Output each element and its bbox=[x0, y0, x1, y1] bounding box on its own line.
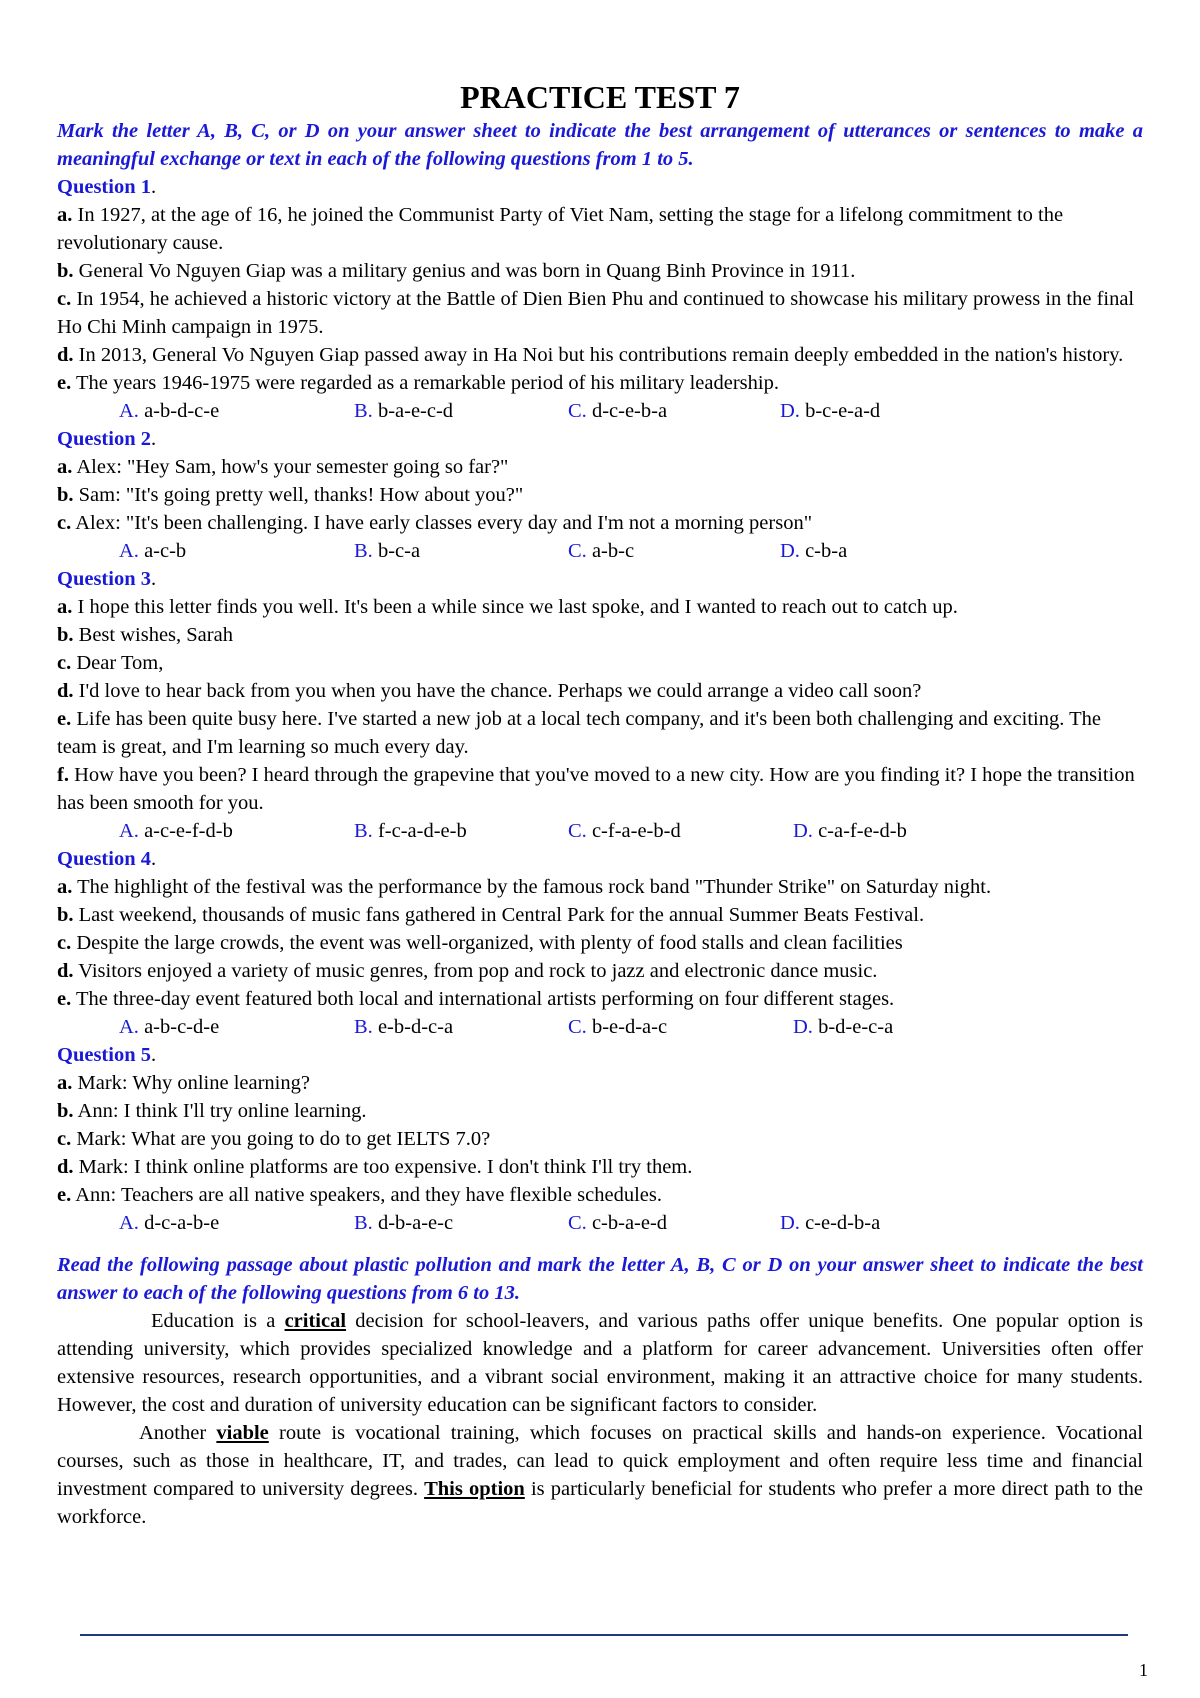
sentence-text: I hope this letter finds you well. It's been a while since we last spoke, and I wanted to reach out to catch up. bbox=[72, 596, 958, 618]
question-title: Question 5. bbox=[57, 1044, 157, 1066]
answer-option[interactable] bbox=[119, 817, 233, 845]
sentence-letter: d. bbox=[57, 344, 74, 366]
option-letter: C. bbox=[568, 1016, 587, 1038]
passage-text: decision for school-leavers, and various paths offer unique benefits. One popular option is attending university, which provides specialized knowledge and a platform for career advancement. Universities often offer extensive resources, research opportunities, and a vibrant social environment, making it an attractive choice for many students. However, the cost and duration of university education can be significant factors to consider. bbox=[57, 1310, 1143, 1416]
answer-options bbox=[57, 817, 1143, 845]
option-text: a-b-c-d-e bbox=[138, 1016, 220, 1038]
sentence-letter: a. bbox=[57, 876, 73, 898]
sentence-letter: a. bbox=[57, 596, 73, 618]
question-sentence bbox=[57, 649, 1143, 677]
question-sentence bbox=[57, 1125, 1143, 1153]
sentence-text: Visitors enjoyed a variety of music genres, from pop and rock to jazz and electronic dance music. bbox=[73, 960, 878, 982]
option-text: b-c-a bbox=[372, 540, 421, 562]
option-text: c-f-a-e-b-d bbox=[586, 820, 681, 842]
sentence-text: Mark: Why online learning? bbox=[72, 1072, 310, 1094]
sentence-letter: c. bbox=[57, 512, 72, 534]
option-text: d-c-e-b-a bbox=[586, 400, 668, 422]
answer-option[interactable] bbox=[354, 397, 453, 425]
option-text: b-e-d-a-c bbox=[586, 1016, 668, 1038]
answer-option[interactable] bbox=[354, 1209, 453, 1237]
keyword-this-option: This option bbox=[424, 1478, 525, 1500]
sentence-letter: b. bbox=[57, 624, 74, 646]
sentence-text: Sam: "It's going pretty well, thanks! How about you?" bbox=[73, 484, 524, 506]
sentence-text: The highlight of the festival was the performance by the famous rock band "Thunder Strike" on Saturday night. bbox=[72, 876, 992, 898]
option-letter: D. bbox=[780, 400, 800, 422]
sentence-letter: c. bbox=[57, 932, 72, 954]
sentence-text: The years 1946-1975 were regarded as a remarkable period of his military leadership. bbox=[71, 372, 779, 394]
question-label: Question 1 bbox=[57, 176, 151, 198]
sentence-letter: e. bbox=[57, 708, 72, 730]
option-letter: B. bbox=[354, 1016, 373, 1038]
question-sentence bbox=[57, 1069, 1143, 1097]
sentence-text: Alex: "Hey Sam, how's your semester going so far?" bbox=[72, 456, 509, 478]
sentence-letter: b. bbox=[57, 904, 74, 926]
option-letter: D. bbox=[793, 1016, 813, 1038]
question-label: Question 5 bbox=[57, 1044, 151, 1066]
sentence-text: Ann: Teachers are all native speakers, and they have flexible schedules. bbox=[71, 1184, 662, 1206]
option-letter: A. bbox=[119, 400, 139, 422]
sentence-letter: b. bbox=[57, 1100, 74, 1122]
answer-option[interactable] bbox=[119, 537, 186, 565]
answer-option[interactable] bbox=[119, 397, 219, 425]
page-number: 1 bbox=[1139, 1660, 1148, 1680]
sentence-letter: a. bbox=[57, 204, 73, 226]
option-letter: D. bbox=[780, 540, 800, 562]
sentence-text: I'd love to hear back from you when you have the chance. Perhaps we could arrange a video call soon? bbox=[73, 680, 922, 702]
sentence-text: In 2013, General Vo Nguyen Giap passed away in Ha Noi but his contributions remain deeply embedded in the nation's history. bbox=[73, 344, 1124, 366]
answer-options bbox=[57, 1013, 1143, 1041]
sentence-text: The three-day event featured both local and international artists performing on four different stages. bbox=[71, 988, 895, 1010]
option-letter: B. bbox=[354, 400, 373, 422]
question-sentence bbox=[57, 201, 1143, 257]
question-sentence bbox=[57, 285, 1143, 341]
sentence-text: General Vo Nguyen Giap was a military genius and was born in Quang Binh Province in 1911. bbox=[73, 260, 856, 282]
option-text: d-b-a-e-c bbox=[372, 1212, 454, 1234]
question-sentence bbox=[57, 621, 1143, 649]
page-title: PRACTICE TEST 7 bbox=[460, 79, 740, 115]
passage-text: Education is a bbox=[151, 1310, 285, 1332]
answer-option[interactable] bbox=[354, 537, 420, 565]
sentence-letter: d. bbox=[57, 680, 74, 702]
option-text: c-e-d-b-a bbox=[799, 1212, 881, 1234]
question-sentence bbox=[57, 985, 1143, 1013]
sentence-letter: c. bbox=[57, 1128, 72, 1150]
answer-option[interactable] bbox=[780, 397, 880, 425]
question-label: Question 3 bbox=[57, 568, 151, 590]
option-letter: C. bbox=[568, 540, 587, 562]
question-sentence bbox=[57, 509, 1143, 537]
sentence-letter: d. bbox=[57, 1156, 74, 1178]
question-sentence bbox=[57, 929, 1143, 957]
sentence-letter: e. bbox=[57, 372, 72, 394]
question-label: Question 4 bbox=[57, 848, 151, 870]
option-text: a-b-d-c-e bbox=[138, 400, 220, 422]
option-letter: A. bbox=[119, 820, 139, 842]
sentence-text: Ann: I think I'll try online learning. bbox=[73, 1100, 367, 1122]
sentence-letter: a. bbox=[57, 456, 73, 478]
section1-instruction: Mark the letter A, B, C, or D on your answer sheet to indicate the best arrangement of utterances or sentences to make a meaningful exchange or text in each of the following questions from 1 to 5. bbox=[57, 120, 1143, 170]
answer-option[interactable] bbox=[568, 537, 634, 565]
option-text: d-c-a-b-e bbox=[138, 1212, 220, 1234]
option-letter: C. bbox=[568, 1212, 587, 1234]
sentence-text: Dear Tom, bbox=[71, 652, 164, 674]
passage-text: is particularly beneficial for students who prefer a more direct path to the workforce. bbox=[57, 1478, 1144, 1528]
sentence-text: Mark: I think online platforms are too expensive. I don't think I'll try them. bbox=[73, 1156, 693, 1178]
questions-container bbox=[57, 173, 1143, 1237]
question-sentence bbox=[57, 369, 1143, 397]
question-sentence bbox=[57, 957, 1143, 985]
answer-option[interactable] bbox=[780, 1209, 880, 1237]
answer-option[interactable] bbox=[780, 537, 847, 565]
question-title: Question 2. bbox=[57, 428, 157, 450]
option-letter: C. bbox=[568, 820, 587, 842]
option-text: c-b-a bbox=[799, 540, 848, 562]
question-sentence bbox=[57, 593, 1143, 621]
question-sentence bbox=[57, 341, 1143, 369]
option-letter: A. bbox=[119, 540, 139, 562]
question-title: Question 1. bbox=[57, 176, 157, 198]
answer-options bbox=[57, 537, 1143, 565]
option-text: a-c-e-f-d-b bbox=[138, 820, 233, 842]
option-text: f-c-a-d-e-b bbox=[372, 820, 467, 842]
passage-text: Another bbox=[139, 1422, 217, 1444]
question-sentence bbox=[57, 257, 1143, 285]
sentence-letter: b. bbox=[57, 484, 74, 506]
answer-option[interactable] bbox=[568, 1013, 667, 1041]
sentence-letter: e. bbox=[57, 1184, 72, 1206]
question-sentence bbox=[57, 677, 1143, 705]
option-letter: A. bbox=[119, 1016, 139, 1038]
sentence-letter: c. bbox=[57, 652, 72, 674]
sentence-letter: c. bbox=[57, 288, 72, 310]
footer-rule bbox=[80, 1634, 1128, 1636]
sentence-letter: b. bbox=[57, 260, 74, 282]
passage-paragraph-1 bbox=[57, 1307, 1143, 1419]
option-letter: A. bbox=[119, 1212, 139, 1234]
question-sentence bbox=[57, 761, 1143, 817]
answer-option[interactable] bbox=[568, 1209, 667, 1237]
answer-option[interactable] bbox=[119, 1013, 219, 1041]
answer-option[interactable] bbox=[568, 397, 667, 425]
option-letter: B. bbox=[354, 540, 373, 562]
sentence-text: Last weekend, thousands of music fans gathered in Central Park for the annual Summer Beats Festival. bbox=[73, 904, 925, 926]
answer-options bbox=[57, 397, 1143, 425]
question-sentence bbox=[57, 705, 1143, 761]
passage-paragraph-2 bbox=[57, 1419, 1143, 1531]
option-text: e-b-d-c-a bbox=[372, 1016, 454, 1038]
option-text: b-a-e-c-d bbox=[372, 400, 454, 422]
question-sentence bbox=[57, 901, 1143, 929]
sentence-text: In 1927, at the age of 16, he joined the Communist Party of Viet Nam, setting the stage for a lifelong commitment to the revolutionary cause. bbox=[57, 204, 1064, 254]
answer-option[interactable] bbox=[568, 817, 681, 845]
answer-option[interactable] bbox=[354, 1013, 453, 1041]
sentence-letter: e. bbox=[57, 988, 72, 1010]
option-text: c-a-f-e-d-b bbox=[812, 820, 907, 842]
question-sentence bbox=[57, 1097, 1143, 1125]
answer-option[interactable] bbox=[354, 817, 467, 845]
question-sentence bbox=[57, 1153, 1143, 1181]
sentence-letter: f. bbox=[57, 764, 69, 786]
keyword-viable: viable bbox=[216, 1422, 269, 1444]
answer-option[interactable] bbox=[119, 1209, 219, 1237]
question-sentence bbox=[57, 481, 1143, 509]
sentence-text: Alex: "It's been challenging. I have early classes every day and I'm not a morning person" bbox=[71, 512, 813, 534]
question-sentence bbox=[57, 453, 1143, 481]
option-text: b-d-e-c-a bbox=[812, 1016, 894, 1038]
sentence-text: In 1954, he achieved a historic victory at the Battle of Dien Bien Phu and continued to showcase his military prowess in the final Ho Chi Minh campaign in 1975. bbox=[57, 288, 1135, 338]
sentence-text: Best wishes, Sarah bbox=[73, 624, 233, 646]
sentence-letter: d. bbox=[57, 960, 74, 982]
document-page bbox=[57, 0, 1143, 1531]
sentence-text: Mark: What are you going to do to get IELTS 7.0? bbox=[71, 1128, 491, 1150]
question-title: Question 4. bbox=[57, 848, 157, 870]
option-letter: D. bbox=[780, 1212, 800, 1234]
sentence-letter: a. bbox=[57, 1072, 73, 1094]
question-label: Question 2 bbox=[57, 428, 151, 450]
question-title: Question 3. bbox=[57, 568, 157, 590]
sentence-text: How have you been? I heard through the grapevine that you've moved to a new city. How are you finding it? I hope the transition has been smooth for you. bbox=[57, 764, 1135, 814]
sentence-text: Life has been quite busy here. I've started a new job at a local tech company, and it's been both challenging and exciting. The team is great, and I'm learning so much every day. bbox=[57, 708, 1101, 758]
keyword-critical: critical bbox=[284, 1310, 347, 1332]
question-sentence bbox=[57, 1181, 1143, 1209]
answer-option[interactable] bbox=[793, 1013, 893, 1041]
sentence-text: Despite the large crowds, the event was well-organized, with plenty of food stalls and clean facilities bbox=[71, 932, 903, 954]
option-letter: C. bbox=[568, 400, 587, 422]
option-letter: B. bbox=[354, 820, 373, 842]
passage-text: route is vocational training, which focuses on practical skills and hands-on experience. Vocational courses, such as those in healthcare, IT, and trades, can lead to quick employment and often require less time and financial investment compared to university degrees. bbox=[57, 1422, 1143, 1500]
option-letter: D. bbox=[793, 820, 813, 842]
option-text: a-c-b bbox=[138, 540, 187, 562]
option-text: c-b-a-e-d bbox=[586, 1212, 668, 1234]
option-text: b-c-e-a-d bbox=[799, 400, 881, 422]
option-letter: B. bbox=[354, 1212, 373, 1234]
option-text: a-b-c bbox=[586, 540, 635, 562]
question-sentence bbox=[57, 873, 1143, 901]
answer-option[interactable] bbox=[793, 817, 907, 845]
section2-instruction: Read the following passage about plastic pollution and mark the letter A, B, C or D on your answer sheet to indicate the best answer to each of the following questions from 6 to 13. bbox=[57, 1254, 1143, 1304]
answer-options bbox=[57, 1209, 1143, 1237]
